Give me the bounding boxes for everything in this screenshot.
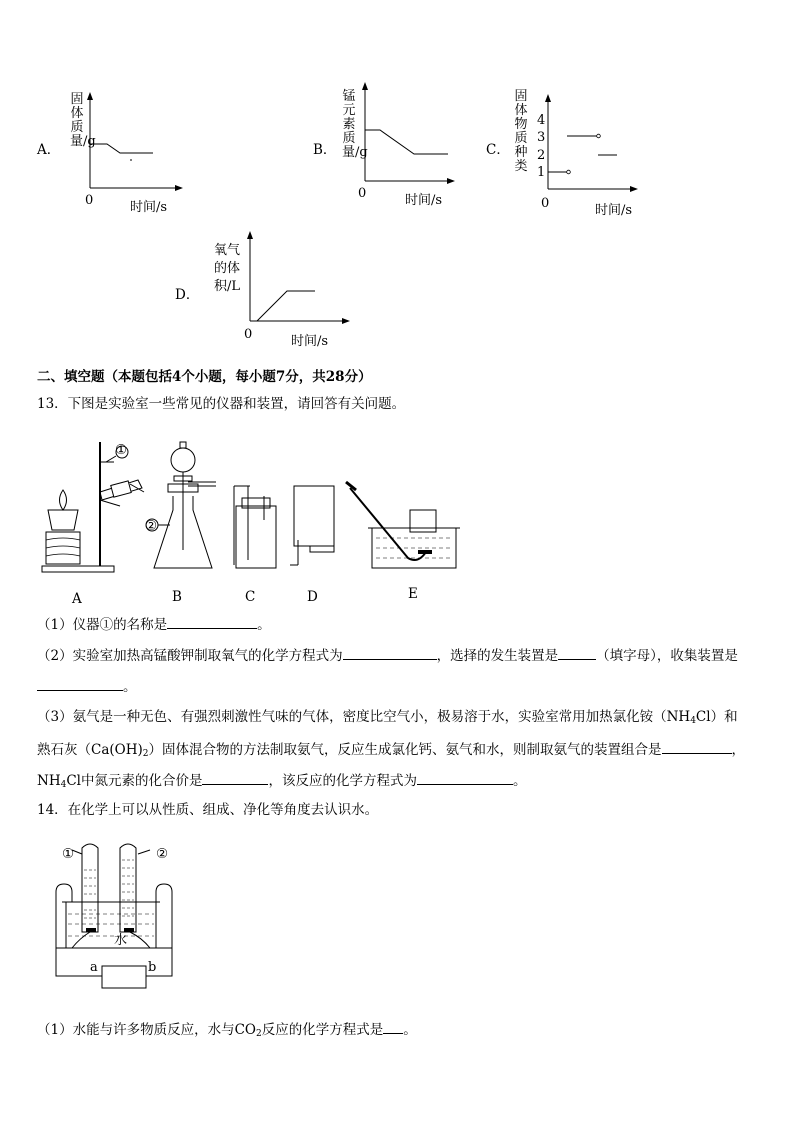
q13-part2-blank-generator[interactable] [558, 645, 596, 660]
q14-part1-sub: 2 [256, 1029, 262, 1039]
lab-apparatus-illustration [38, 440, 478, 590]
q13-part3-text-3d: 。 [512, 773, 527, 789]
graph-c-ytick-1: 1 [537, 165, 546, 180]
apparatus-label-c: C [245, 589, 256, 605]
q13-part3-sub-1: 4 [690, 716, 696, 726]
graph-b-y-label: 锰元素质量/g [342, 89, 368, 160]
apparatus-e-drawing [346, 482, 460, 568]
q14-water-label: 水 [114, 933, 128, 948]
apparatus-label-e: E [408, 586, 418, 602]
graph-d-origin: 0 [244, 327, 253, 342]
apparatus-label-a: A [72, 591, 82, 607]
q13-part3-line2 [37, 739, 745, 759]
section-heading: 二、填空题（本题包括4个小题，每小题7分，共28分） [37, 369, 372, 385]
q13-part2-line2 [37, 676, 137, 696]
graph-d-y-label-line3: 积/L [214, 279, 241, 294]
graph-d-axes [245, 229, 355, 324]
apparatus-d-drawing [290, 486, 334, 565]
graph-a-y-label: 固体质量/g [70, 92, 96, 149]
q13-part3-text-2b: ）固体混合物的方法制取氨气，反应生成氯化钙、氨气和水，则制取氨气的装置组合是 [148, 742, 662, 758]
q14-part1-text-b: 反应的化学方程式是 [261, 1022, 384, 1038]
q13-part3-text-1a: （3）氨气是一种无色、有强烈刺激性气味的气体，密度比空气小，极易溶于水，实验室常用加热氯化铵（NH [37, 709, 691, 725]
q14-part1-blank[interactable] [383, 1019, 403, 1034]
graph-c-ytick-3: 3 [537, 130, 546, 145]
q13-part3-text-2a: 熟石灰（Ca(OH) [37, 742, 143, 758]
graph-b-origin: 0 [358, 186, 367, 201]
option-label-c: C． [486, 142, 510, 158]
q13-part2-text-a: （2）实验室加热高锰酸钾制取氧气的化学方程式为 [37, 648, 343, 664]
q13-part3-line1 [37, 708, 738, 726]
q14-part1 [37, 1019, 417, 1039]
q14-stem: 14．在化学上可以从性质、组成、净化等角度去认识水。 [37, 802, 379, 818]
q13-part3-blank-equation[interactable] [417, 770, 513, 785]
q14-marker-2: ② [156, 846, 169, 862]
apparatus-a-drawing [42, 442, 144, 572]
apparatus-c-drawing [234, 486, 276, 568]
apparatus-label-b: B [172, 589, 182, 605]
q13-marker-1: ① [115, 442, 128, 458]
graph-d-y-label-line2: 的体 [214, 261, 241, 276]
q13-marker-2: ② [145, 518, 158, 534]
graph-c-x-label: 时间/s [595, 203, 633, 218]
q13-part3-blank-valence[interactable] [202, 770, 268, 785]
q13-part3-text-2c: ， [731, 742, 745, 758]
q13-part2-text-d: 。 [123, 679, 137, 695]
q13-part1-end: 。 [257, 617, 271, 633]
graph-d-x-label: 时间/s [291, 334, 329, 349]
graph-b-x-label: 时间/s [405, 193, 443, 208]
q13-part2 [37, 645, 738, 665]
q13-part2-text-b: ，选择的发生装置是 [436, 648, 559, 664]
q14-part1-text-c: 。 [403, 1022, 417, 1038]
option-label-d: D． [175, 287, 200, 303]
graph-c-axes [543, 92, 643, 192]
q13-part3-blank-apparatus[interactable] [662, 739, 732, 754]
graph-c-origin: 0 [541, 196, 550, 211]
q13-part3-sub-3: 4 [60, 780, 67, 790]
option-label-b: B． [313, 142, 337, 158]
q13-part1-blank[interactable] [167, 614, 257, 629]
q14-terminal-b: b [148, 960, 157, 975]
q13-part1-text: （1）仪器①的名称是 [37, 617, 168, 633]
q13-part3-text-3b: Cl中氮元素的化合价是 [66, 773, 203, 789]
q13-part2-text-c: （填字母），收集装置是 [596, 648, 738, 664]
q13-part3-text-1b: Cl）和 [695, 709, 738, 725]
apparatus-b-drawing [146, 442, 216, 568]
q13-part3-sub-2: 2 [142, 749, 149, 759]
q13-part2-blank-equation[interactable] [343, 645, 437, 660]
q13-part3-text-3c: ，该反应的化学方程式为 [268, 773, 417, 789]
q14-marker-1: ① [62, 846, 75, 862]
graph-a-axes [85, 90, 185, 190]
graph-c-ytick-4: 4 [537, 113, 546, 128]
q14-terminal-a: a [90, 960, 98, 975]
graph-d-y-label-line1: 氧气 [214, 243, 241, 258]
graph-a-x-label: 时间/s [130, 200, 168, 215]
graph-c-ytick-2: 2 [537, 148, 546, 163]
q13-part2-blank-collector[interactable] [37, 676, 123, 691]
graph-c-y-label: 固体物质种类 [514, 89, 528, 174]
apparatus-label-d: D [307, 589, 318, 605]
q13-part1 [37, 614, 271, 634]
q13-part3-text-3a: NH [37, 773, 61, 789]
q13-part3-line3 [37, 770, 526, 790]
graph-a-origin: 0 [85, 193, 94, 208]
graph-b-axes [360, 80, 460, 185]
q14-part1-text-a: （1）水能与许多物质反应，水与CO [37, 1022, 256, 1038]
q13-stem: 13．下图是实验室一些常见的仪器和装置，请回答有关问题。 [37, 396, 406, 412]
option-label-a: A． [37, 142, 61, 158]
